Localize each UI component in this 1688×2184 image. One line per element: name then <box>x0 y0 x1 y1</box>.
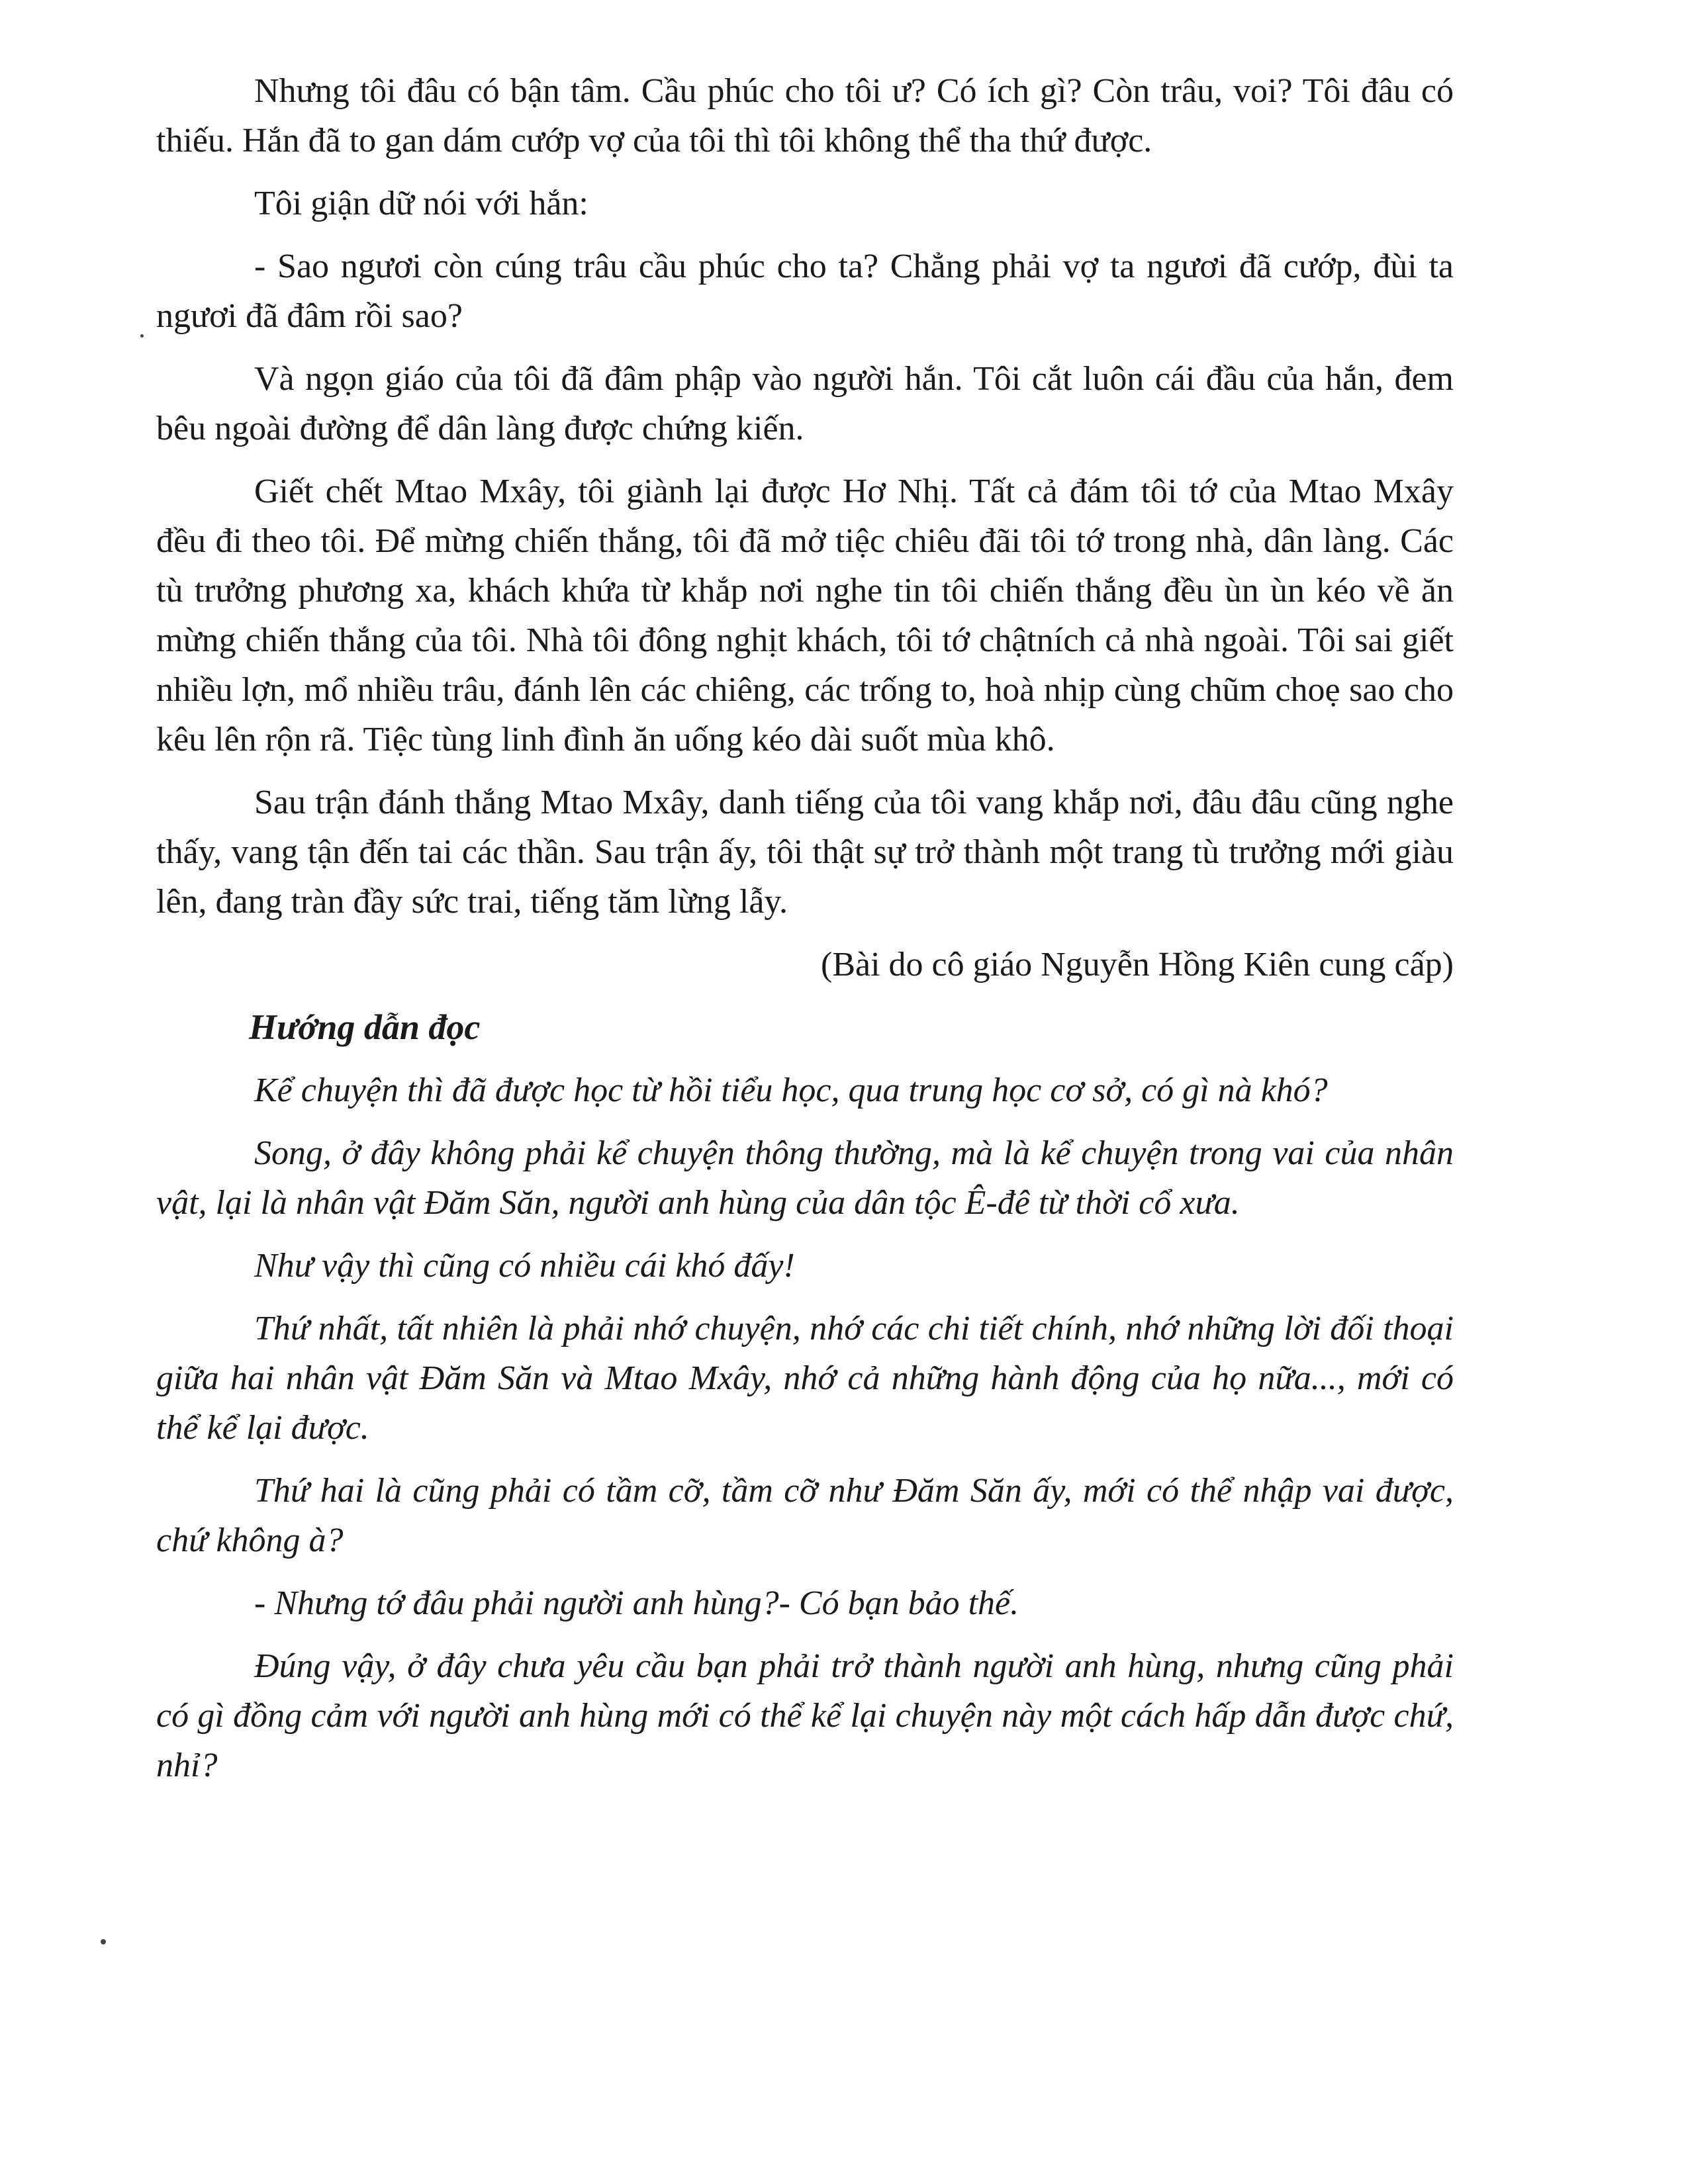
scan-speck <box>140 334 144 338</box>
guide-paragraph-5: Thứ hai là cũng phải có tầm cỡ, tầm cỡ như Đăm Săn ấy, mới có thể nhập vai được, chứ không à? <box>156 1472 1454 1559</box>
source-note: (Bài do cô giáo Nguyễn Hồng Kiên cung cấp) <box>821 946 1454 983</box>
narrative-paragraph-6: Sau trận đánh thắng Mtao Mxây, danh tiếng của tôi vang khắp nơi, đâu đâu cũng nghe thấy, vang tận đến tai các thần. Sau trận ấy, tôi thật sự trở thành một trang tù trưởng mới giàu lên, đang tràn đầy sức trai, tiếng tăm lừng lẫy. <box>156 784 1454 921</box>
narrative-paragraph-2: Tôi giận dữ nói với hắn: <box>254 185 588 222</box>
narrative-paragraph-1: Nhưng tôi đâu có bận tâm. Cầu phúc cho tôi ư? Có ích gì? Còn trâu, voi? Tôi đâu có thiếu. Hắn đã to gan dám cướp vợ của tôi thì tôi không thể tha thứ được. <box>156 72 1454 159</box>
narrative-paragraph-5: Giết chết Mtao Mxây, tôi giành lại được Hơ Nhị. Tất cả đám tôi tớ của Mtao Mxây đều đi theo tôi. Để mừng chiến thắng, tôi đã mở tiệc chiêu đãi tôi tớ trong nhà, dân làng. Các tù trưởng phương xa, khách khứa từ khắp nơi nghe tin tôi chiến thắng đều ùn ùn kéo về ăn mừng chiến thắng của tôi. Nhà tôi đông nghịt khách, tôi tớ chậtních cả nhà ngoài. Tôi sai giết nhiều lợn, mổ nhiều trâu, đánh lên các chiêng, các trống to, hoà nhịp cùng chũm choẹ sao cho kêu lên rộn rã. Tiệc tùng linh đình ăn uống kéo dài suốt mùa khô. <box>156 473 1454 758</box>
guide-paragraph-4: Thứ nhất, tất nhiên là phải nhớ chuyện, nhớ các chi tiết chính, nhớ những lời đối thoại giữa hai nhân vật Đăm Săn và Mtao Mxây, nhớ cả những hành động của họ nữa..., mới có thể kể lại được. <box>156 1310 1454 1447</box>
narrative-paragraph-4: Và ngọn giáo của tôi đã đâm phập vào người hắn. Tôi cắt luôn cái đầu của hắn, đem bêu ngoài đường để dân làng được chứng kiến. <box>156 360 1454 447</box>
guide-paragraph-6: - Nhưng tớ đâu phải người anh hùng?- Có bạn bảo thế. <box>254 1584 1019 1622</box>
guide-paragraph-3: Như vậy thì cũng có nhiều cái khó đấy! <box>254 1247 795 1285</box>
narrative-paragraph-3: - Sao ngươi còn cúng trâu cầu phúc cho ta? Chẳng phải vợ ta ngươi đã cướp, đùi ta ngươi đã đâm rồi sao? <box>156 248 1454 335</box>
guide-heading: Hướng dẫn đọc <box>249 1007 481 1047</box>
guide-paragraph-2: Song, ở đây không phải kể chuyện thông thường, mà là kể chuyện trong vai của nhân vật, lại là nhân vật Đăm Săn, người anh hùng của dân tộc Ê-đê từ thời cổ xưa. <box>156 1134 1454 1222</box>
scan-speck <box>101 1939 106 1944</box>
document-page <box>156 66 1454 1803</box>
guide-paragraph-7: Đúng vậy, ở đây chưa yêu cầu bạn phải trở thành người anh hùng, nhưng cũng phải có gì đồng cảm với người anh hùng mới có thể kể lại chuyện này một cách hấp dẫn được chứ, nhỉ? <box>156 1647 1454 1784</box>
guide-paragraph-1: Kể chuyện thì đã được học từ hồi tiểu học, qua trung học cơ sở, có gì nà khó? <box>254 1071 1328 1109</box>
